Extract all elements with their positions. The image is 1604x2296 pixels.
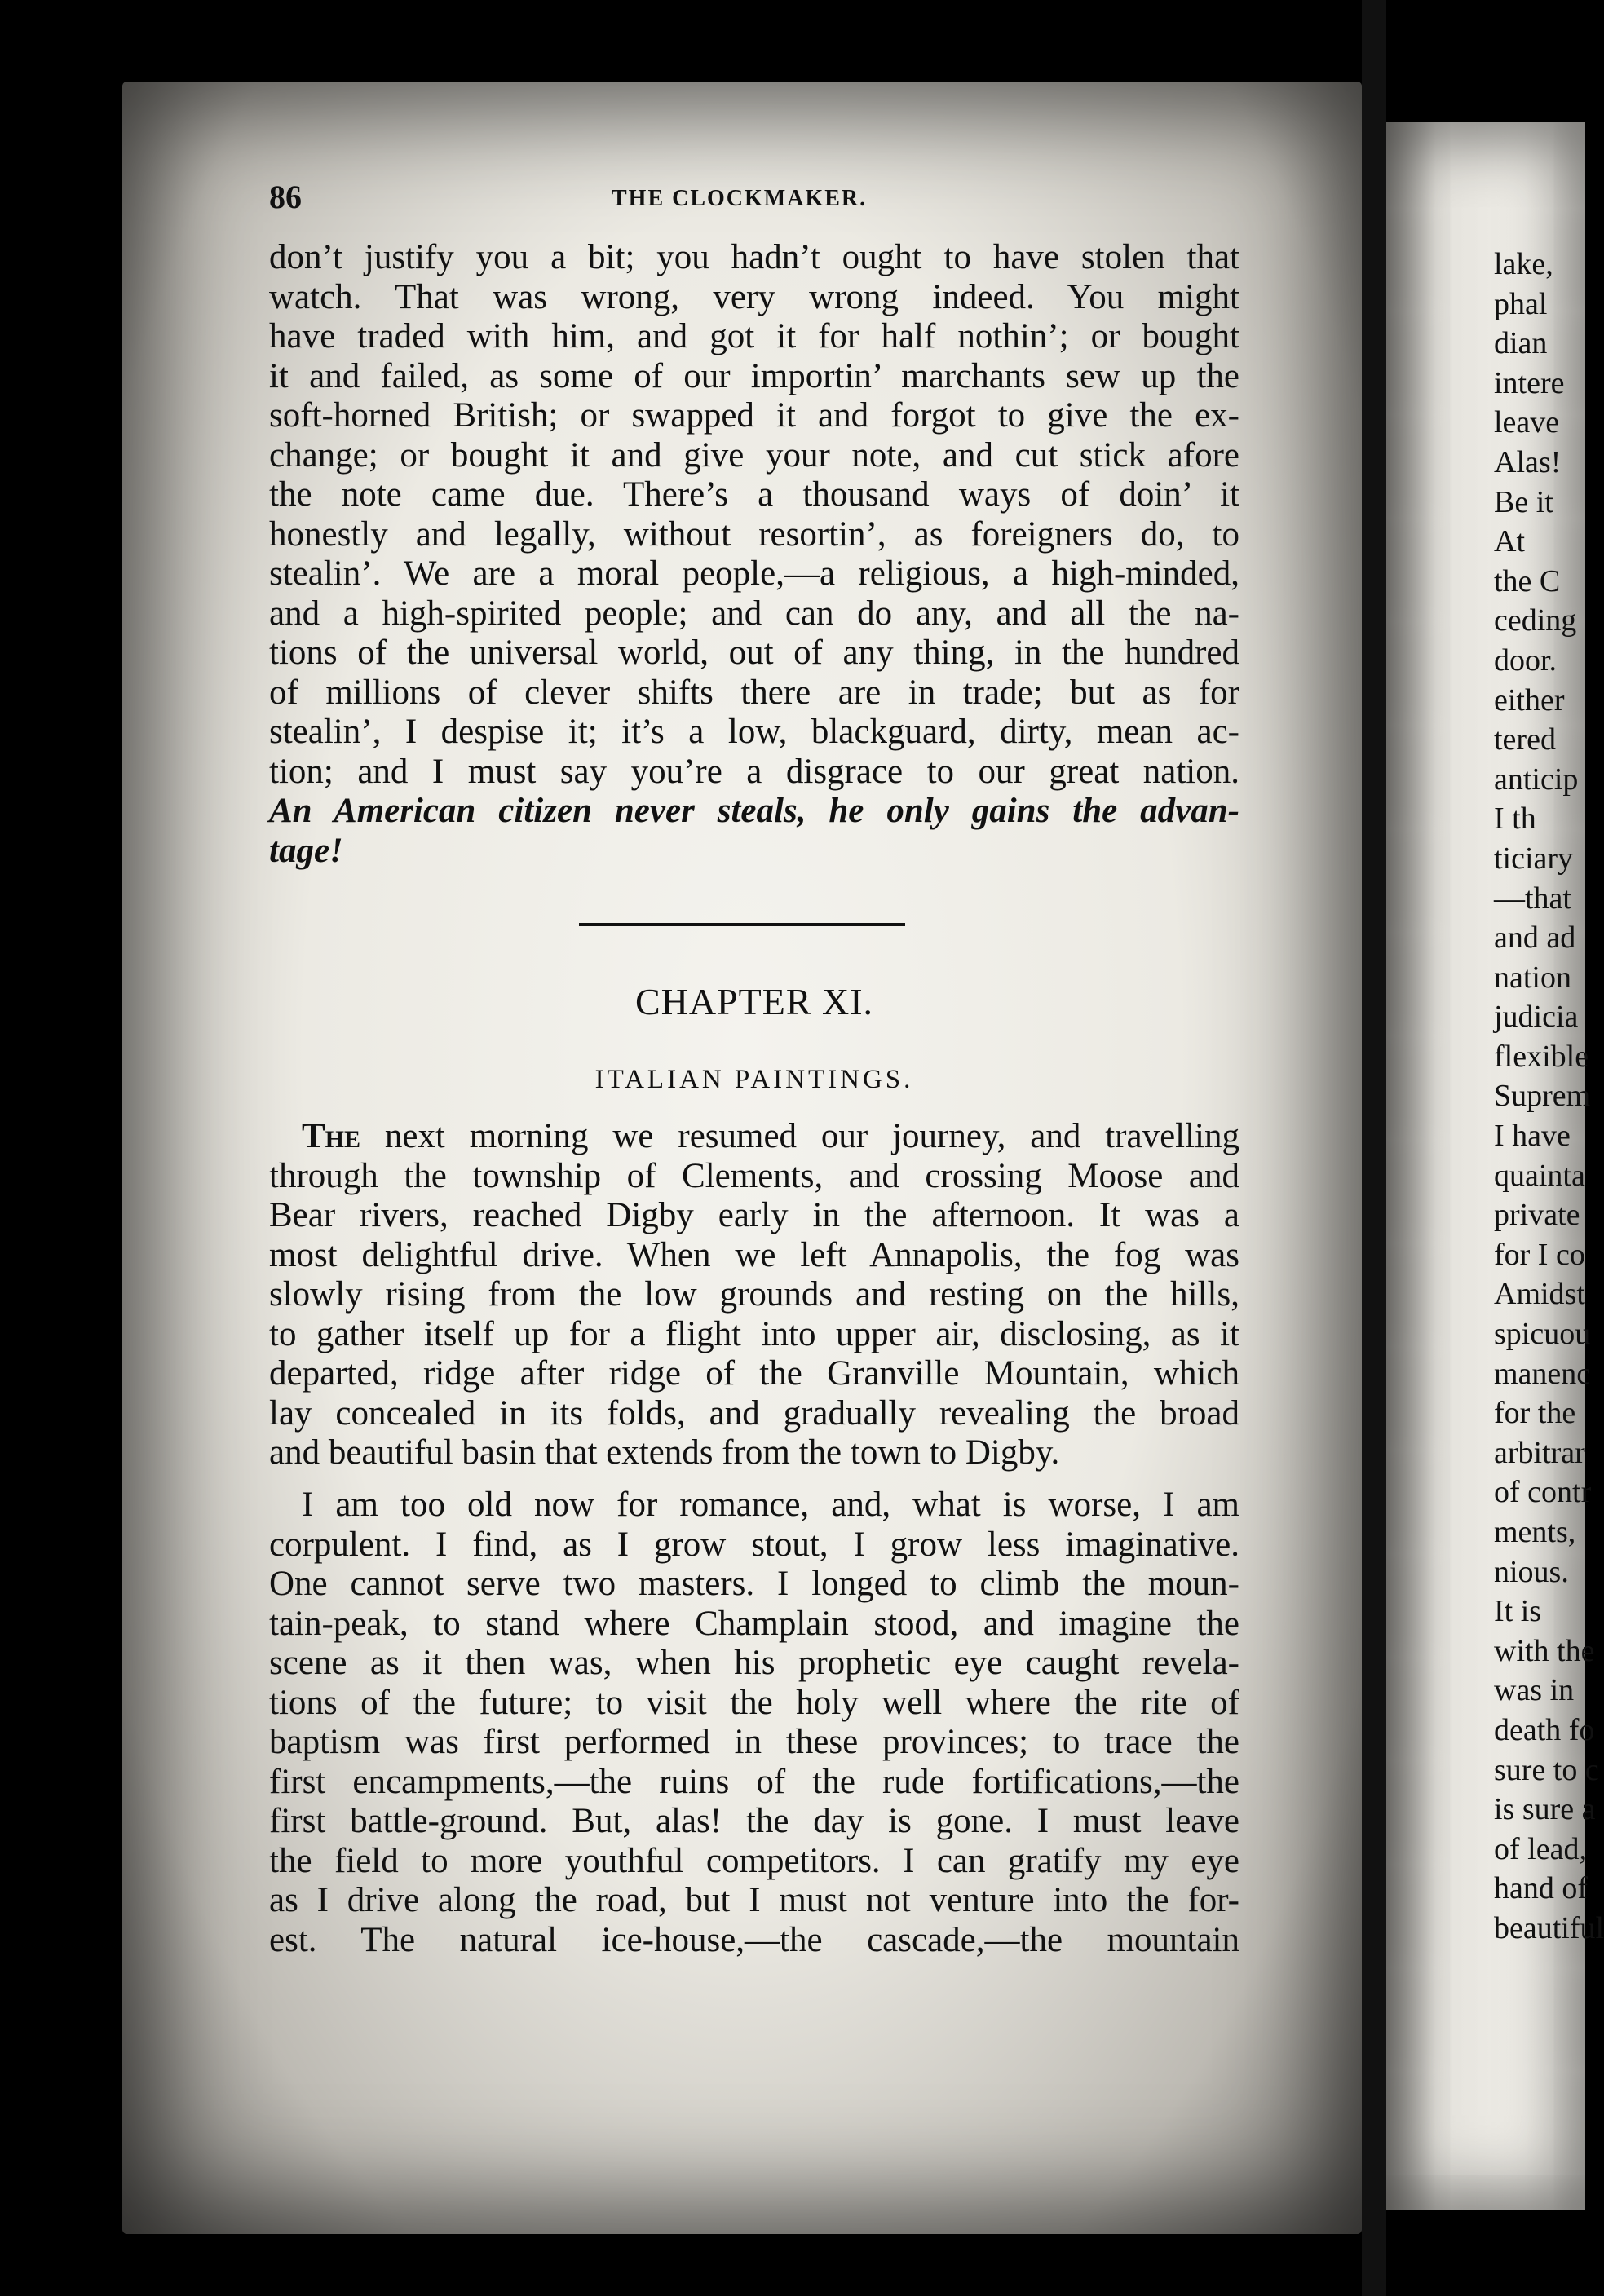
right-page-line: hand of — [1494, 1871, 1589, 1906]
text-line: stealin’, I despise it; it’s a low, blackguard, dirty, mean ac- — [269, 713, 1239, 751]
chapter-subtitle: ITALIAN PAINTINGS. — [594, 1065, 914, 1094]
right-page-line: was in — [1494, 1673, 1575, 1708]
right-page-line: ments, — [1494, 1515, 1576, 1549]
text-line: Bear rivers, reached Digby early in the afternoon. It was a — [269, 1196, 1239, 1234]
right-page-line: leave — [1494, 405, 1560, 440]
right-page-line: Alas! — [1494, 444, 1562, 479]
right-page-line: ticiary — [1494, 841, 1574, 876]
right-page-line: At — [1494, 524, 1525, 559]
italic-text-line: An American citizen never steals, he only gains the advan- — [269, 792, 1239, 830]
text-line: I am too old now for romance, and, what is worse, I am — [302, 1486, 1239, 1524]
right-page-line: is sure a — [1494, 1792, 1596, 1827]
right-page-line: judicia — [1494, 1000, 1579, 1035]
text-line: baptism was first performed in these provinces; to trace the — [269, 1723, 1239, 1761]
right-page-line: lake, — [1494, 247, 1553, 281]
right-page-line: ceding — [1494, 603, 1577, 638]
right-page-line: sure to c — [1494, 1752, 1599, 1787]
text-line: tions of the universal world, out of any thing, in the hundred — [269, 634, 1239, 672]
right-page-line: nation — [1494, 960, 1571, 995]
right-page-line: I have — [1494, 1119, 1571, 1154]
right-page-line: for the — [1494, 1396, 1576, 1431]
chapter-title: CHAPTER XI. — [634, 981, 874, 1022]
right-page-line: beautiful — [1494, 1910, 1604, 1945]
right-page-line: Be it — [1494, 484, 1553, 519]
right-page-line: death fo — [1494, 1712, 1595, 1747]
right-page-line: arbitrar — [1494, 1435, 1585, 1470]
page-number: 86 — [269, 179, 302, 215]
text-line: tion; and I must say you’re a disgrace to our great nation. — [269, 752, 1239, 791]
text-line: lay concealed in its folds, and gradually revealing the broad — [269, 1393, 1239, 1433]
text-line: to gather itself up for a flight into upper air, disclosing, as it — [269, 1314, 1239, 1353]
right-page-line: either — [1494, 682, 1565, 718]
text-fragment: next morning we resumed our journey, and travelling — [360, 1117, 1239, 1155]
right-page-line: door. — [1494, 642, 1558, 678]
text-line: and beautiful basin that extends from the town to Digby. — [269, 1433, 1060, 1472]
right-page-line: tered — [1494, 722, 1556, 757]
text-line: change; or bought it and give your note, and cut stick afore — [269, 435, 1239, 475]
paragraph-2 — [269, 1117, 1239, 1473]
text-line: the note came due. There’s a thousand ways of doin’ it — [269, 475, 1239, 514]
text-line: as I drive along the road, but I must not venture into the for- — [269, 1881, 1239, 1919]
text-line: corpulent. I find, as I grow stout, I grow less imaginative. — [269, 1525, 1239, 1564]
running-head — [269, 178, 1239, 219]
right-page-line: I th — [1494, 801, 1536, 837]
text-line: watch. That was wrong, very wrong indeed. You might — [269, 277, 1239, 316]
right-page-line: flexible — [1494, 1039, 1589, 1074]
text-line: most delightful drive. When we left Annapolis, the fog was — [269, 1235, 1239, 1274]
text-line: tions of the future; to visit the holy well where the rite of — [269, 1683, 1239, 1722]
text-line: don’t justify you a bit; you hadn’t ought to have stolen that — [269, 238, 1239, 276]
right-page-text-column — [1494, 245, 1604, 1949]
right-page-line: and ad — [1494, 921, 1576, 956]
text-line: and a high-spirited people; and can do any, and all the na- — [269, 594, 1239, 633]
text-line: it and failed, as some of our importin’ marchants sew up the — [269, 356, 1239, 395]
right-page-line: dian — [1494, 326, 1548, 361]
text-line: first encampments,—the ruins of the rude fortifications,—the — [269, 1762, 1239, 1801]
text-line: the field to more youthful competitors. I can gratify my eye — [269, 1841, 1239, 1880]
right-page-line: Suprem — [1494, 1079, 1591, 1114]
text-line: departed, ridge after ridge of the Granville Mountain, which — [269, 1354, 1239, 1393]
right-page-line: spicuou — [1494, 1317, 1591, 1352]
right-page-line: of contr — [1494, 1475, 1592, 1510]
text-line: stealin’. We are a moral people,—a religious, a high-minded, — [269, 554, 1239, 593]
right-page-line: anticip — [1494, 762, 1579, 797]
text-line: est. The natural ice-house,—the cascade,—the mountain — [269, 1920, 1239, 1959]
right-page-line: of lead, — [1494, 1831, 1587, 1866]
right-page-line: the C — [1494, 563, 1561, 598]
text-line: of millions of clever shifts there are in trade; but as for — [269, 673, 1239, 712]
right-page-line: for I co — [1494, 1237, 1585, 1272]
text-line: first battle-ground. But, alas! the day is gone. I must leave — [269, 1802, 1239, 1840]
text-line: One cannot serve two masters. I longed to climb the moun- — [269, 1565, 1239, 1603]
text-line: tain-peak, to stand where Champlain stood, and imagine the — [269, 1604, 1239, 1643]
section-divider — [579, 923, 905, 926]
text-line: soft-horned British; or swapped it and forgot to give the ex- — [269, 396, 1239, 435]
right-page-line: phal — [1494, 286, 1548, 321]
right-page-line: Amidst — [1494, 1277, 1585, 1312]
right-page-line: —that — [1494, 881, 1571, 916]
italic-text-line: tage! — [269, 831, 343, 870]
book-gutter — [1362, 0, 1386, 2296]
right-page-line: It is — [1494, 1594, 1542, 1629]
right-page-line: private — [1494, 1198, 1580, 1233]
text-line: slowly rising from the low grounds and resting on the hills, — [269, 1275, 1239, 1314]
right-page-line: quainta — [1494, 1158, 1585, 1193]
text-line: honestly and legally, without resortin’, as foreigners do, to — [269, 514, 1239, 554]
paragraph-1 — [269, 238, 1239, 871]
text-line: have traded with him, and got it for half nothin’; or bought — [269, 317, 1239, 355]
text-line — [269, 1117, 1239, 1157]
text-line: scene as it then was, when his prophetic eye caught revela- — [269, 1644, 1239, 1682]
right-page-line: with the — [1494, 1633, 1595, 1668]
right-page-line: intere — [1494, 365, 1565, 400]
drop-lead-word: The — [302, 1117, 361, 1155]
right-page-line: manenc — [1494, 1356, 1591, 1391]
paragraph-3 — [269, 1486, 1239, 1960]
text-line: through the township of Clements, and crossing Moose and — [269, 1156, 1239, 1195]
right-page-line: nious. — [1494, 1554, 1569, 1589]
running-head-title: THE CLOCKMAKER. — [612, 186, 868, 211]
